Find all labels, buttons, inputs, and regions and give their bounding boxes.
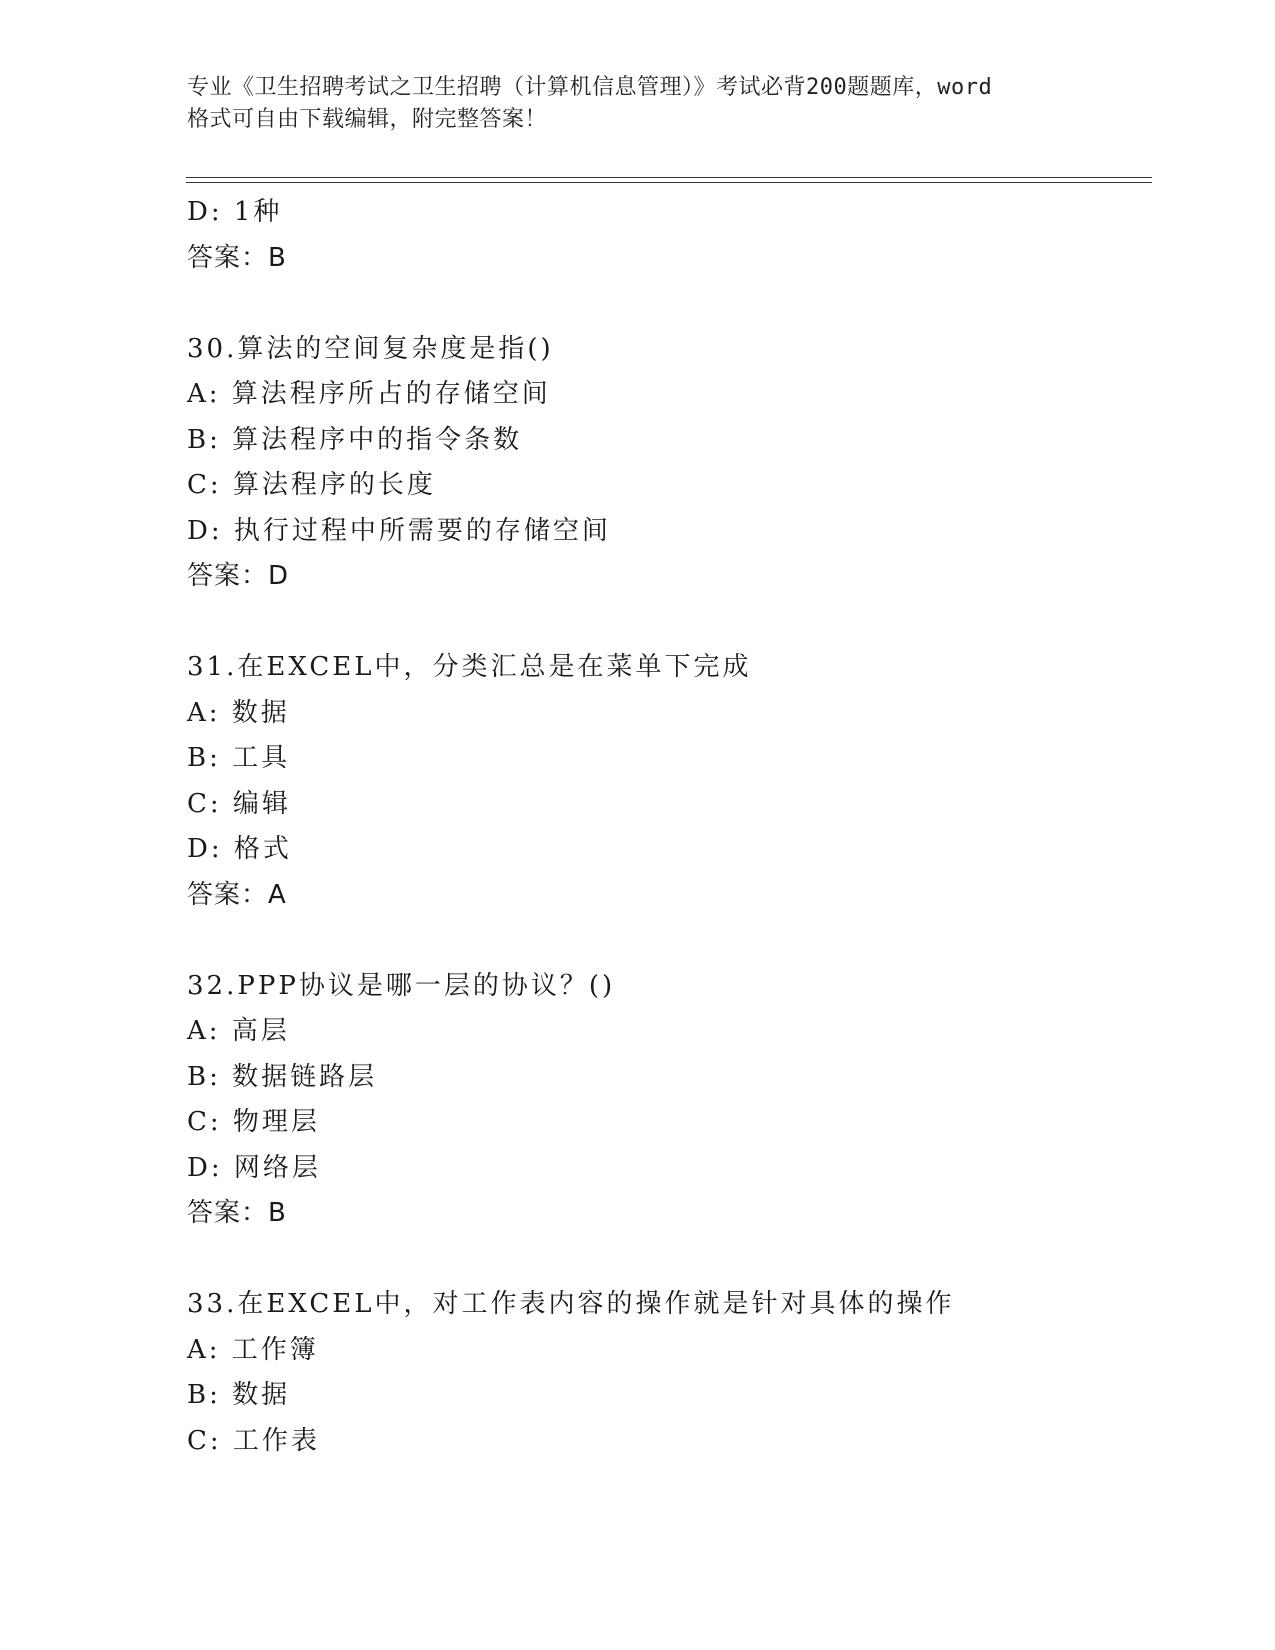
question-stem: 30.算法的空间复杂度是指()	[187, 333, 554, 364]
option-c: C: 算法程序的长度	[187, 470, 436, 500]
question-block-32	[187, 964, 1147, 1237]
option-d: D: 网络层	[187, 1152, 321, 1183]
question-block-30	[187, 327, 1147, 600]
option-b: B: 数据链路层	[187, 1061, 378, 1092]
header-title-line-1: 专业《卫生招聘考试之卫生招聘（计算机信息管理）》考试必背200题题库，word	[187, 75, 993, 100]
option-a: A: 高层	[187, 1016, 290, 1046]
answer-line: 答案：D	[187, 561, 290, 591]
option-a: A: 算法程序所占的存储空间	[187, 379, 551, 409]
answer-line: 答案：B	[187, 1198, 287, 1228]
answer-line: 答案：A	[187, 879, 287, 910]
spacer	[187, 918, 1147, 964]
spacer	[187, 281, 1147, 327]
header-title-line-2: 格式可自由下载编辑，附完整答案！	[187, 107, 548, 132]
option-d: D: 1种	[187, 197, 283, 227]
question-stem: 32.PPP协议是哪一层的协议？()	[187, 970, 616, 1001]
option-c: C: 工作表	[187, 1425, 320, 1456]
question-block-31	[187, 645, 1147, 918]
option-a: A: 工作簿	[187, 1334, 319, 1365]
option-d: D: 执行过程中所需要的存储空间	[187, 515, 611, 546]
question-list	[187, 190, 1147, 1464]
option-a: A: 数据	[187, 697, 290, 728]
spacer	[187, 1237, 1147, 1283]
option-d: D: 格式	[187, 834, 292, 864]
document-header	[187, 72, 1087, 136]
option-b: B: 工具	[187, 743, 291, 773]
option-b: B: 算法程序中的指令条数	[187, 424, 523, 455]
question-stem: 33.在EXCEL中，对工作表内容的操作就是针对具体的操作	[187, 1289, 955, 1319]
header-divider-top	[186, 177, 1152, 178]
header-divider-bottom	[186, 182, 1152, 183]
option-c: C: 编辑	[187, 788, 291, 819]
option-c: C: 物理层	[187, 1107, 320, 1137]
spacer	[187, 600, 1147, 646]
question-stem: 31.在EXCEL中，分类汇总是在菜单下完成	[187, 652, 752, 682]
answer-line: 答案：B	[187, 242, 287, 273]
question-block-33	[187, 1282, 1147, 1464]
option-b: B: 数据	[187, 1380, 291, 1410]
